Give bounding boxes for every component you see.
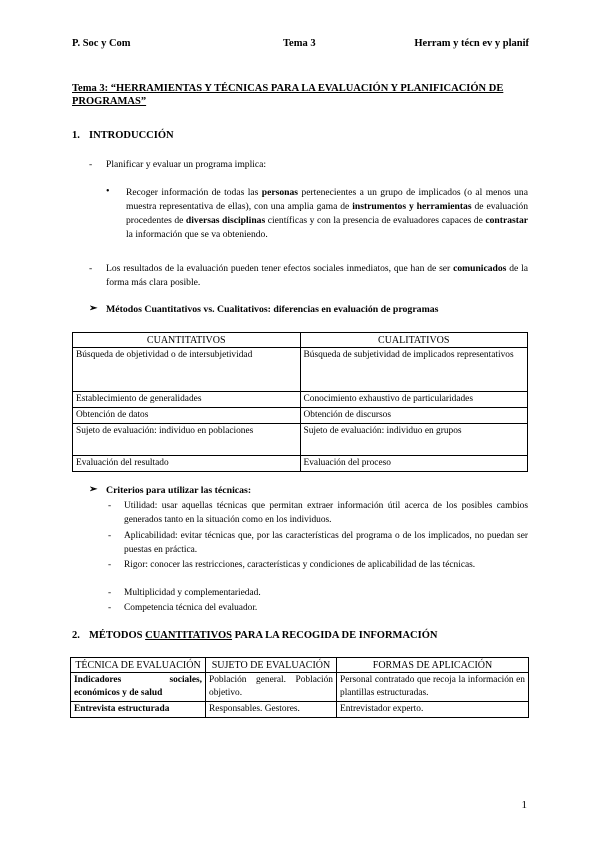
section-2-title-underlined: CUANTITATIVOS [145,630,233,641]
techniques-table [70,657,529,718]
document-title: Tema 3: “HERRAMIENTAS Y TÉCNICAS PARA LA EVALUACIÓN Y PLANIFICACIÓN DE PROGRAMAS” [72,83,504,107]
dash-marker: - [108,501,112,511]
dash-marker: - [108,603,112,613]
bullet-text-part: la información que se va obteniendo. [126,229,268,240]
table-header-cell: TÉCNICA DE EVALUACIÓN [71,658,206,673]
criteria-item: Utilidad: usar aquellas técnicas que permitan extraer información útil acerca de los posibles cambios generados tanto en la situación como en los individuos. [124,501,528,525]
table-row [73,392,528,408]
section-1-title: INTRODUCCIÓN [89,130,174,141]
bullet-bold-part: diversas disciplinas [185,215,266,226]
table-header-cell: CUALITATIVOS [300,333,528,348]
table-row [73,408,528,424]
table-header-cell: SUJETO DE EVALUACIÓN [206,658,337,673]
table-cell: Evaluación del proceso [300,456,528,472]
dash-marker: - [89,159,93,170]
section-2-title-part: MÉTODOS [89,630,146,641]
criteria-heading: Criterios para utilizar las técnicas: [106,485,252,496]
bullet-text-part: pertenecientes a un grupo de implicados (o al menos una muestra representativa de ellas), con una amplia gama de [126,187,528,212]
table-cell: Establecimiento de generalidades [73,392,301,408]
table-row [73,456,528,472]
section-2-title-part: PARA LA RECOGIDA DE INFORMACIÓN [232,630,438,641]
methods-heading: Métodos Cuantitativos vs. Cualitativos: diferencias en evaluación de programas [106,304,439,315]
table-cell: Personal contratado que recoja la información en plantillas estructuradas. [337,673,529,702]
bullet-text-part: Recoger información de todas las [126,187,262,198]
section-1-heading [72,130,174,141]
section-2-number: 2. [72,630,80,641]
item-text-part: Los resultados de la evaluación pueden tener efectos sociales inmediatos, que han de ser [106,263,454,274]
table-cell: Indicadores sociales, económicos y de salud [71,673,206,702]
table-header-cell: FORMAS DE APLICACIÓN [337,658,529,673]
dash-marker: - [108,588,112,598]
table-cell: Entrevista estructurada [71,702,206,718]
table-cell: Obtención de discursos [300,408,528,424]
header-center: Tema 3 [283,38,316,49]
table-header-row [73,333,528,348]
table-row [73,348,528,392]
criteria-item: Aplicabilidad: evitar técnicas que, por las características del programa o de los implicados, no puedan ser puestas en práctica. [124,531,528,555]
bullet-text-part: científicas y con la presencia de evaluadores capaces de [265,215,486,226]
table-row [71,673,529,702]
table-cell: Conocimiento exhaustivo de particularidades [300,392,528,408]
bullet-bold-part: instrumentos y herramientas [352,201,472,212]
bullet-bold-part: personas [261,187,299,198]
intro-item-2 [106,262,528,290]
table-row [71,702,529,718]
criteria-item: Multiplicidad y complementariedad. [124,588,261,598]
intro-bullet [126,186,528,242]
bullet-text-part: de evaluación procedentes de [126,201,529,226]
table-cell: Búsqueda de subjetividad de implicados representativos [300,348,528,392]
item-bold-part: comunicados [453,263,507,274]
table-header-cell: CUANTITATIVOS [73,333,301,348]
table-row [73,424,528,456]
section-2-heading [72,630,437,641]
dash-marker: - [108,531,112,541]
intro-item-1: Planificar y evaluar un programa implica: [106,159,267,170]
dash-marker: - [108,560,112,570]
bullet-bold-part: contrastar [485,215,528,226]
item-text-part: de la forma más clara posible. [106,263,528,288]
arrow-bullet-icon: ➢ [89,303,98,314]
dash-marker: - [89,263,93,274]
table-cell: Población general. Población objetivo. [206,673,337,702]
header-left: P. Soc y Com [72,38,131,49]
table-cell: Responsables. Gestores. [206,702,337,718]
arrow-bullet-icon: ➢ [89,484,98,495]
criteria-item: Rigor: conocer las restricciones, características y condiciones de aplicabilidad de las técnicas. [124,560,476,570]
header-right: Herram y técn ev y planif [414,38,529,49]
criteria-item: Competencia técnica del evaluador. [124,603,258,613]
page-number: 1 [521,799,527,811]
table-cell: Entrevistador experto. [337,702,529,718]
section-1-number: 1. [72,130,80,141]
table-cell: Búsqueda de objetividad o de intersubjetividad [73,348,301,392]
bullet-marker: • [106,186,110,197]
table-header-row [71,658,529,673]
table-cell: Evaluación del resultado [73,456,301,472]
table-cell: Sujeto de evaluación: individuo en grupos [300,424,528,456]
table-cell: Obtención de datos [73,408,301,424]
comparison-table [72,332,528,472]
table-cell: Sujeto de evaluación: individuo en poblaciones [73,424,301,456]
